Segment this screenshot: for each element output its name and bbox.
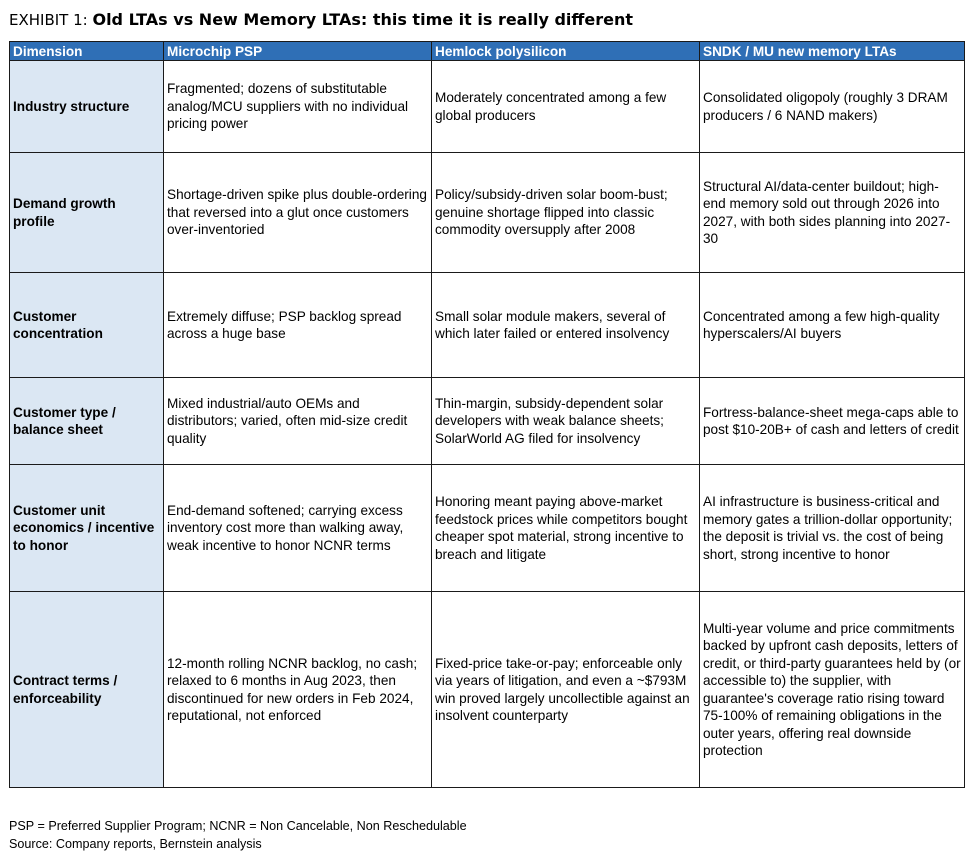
- cell-hemlock: Small solar module makers, several of which later failed or entered insolvency: [432, 273, 700, 378]
- row-dimension-label: Customer type / balance sheet: [10, 378, 164, 465]
- table-row: [10, 378, 965, 465]
- row-dimension-label: Customer concentration: [10, 273, 164, 378]
- cell-hemlock: Moderately concentrated among a few global producers: [432, 61, 700, 153]
- cell-hemlock: Thin-margin, subsidy-dependent solar developers with weak balance sheets; SolarWorld AG filed for insolvency: [432, 378, 700, 465]
- cell-memory: AI infrastructure is business-critical and memory gates a trillion-dollar opportunity; the deposit is trivial vs. the cost of being short, strong incentive to honor: [700, 465, 965, 592]
- cell-memory: Fortress-balance-sheet mega-caps able to post $10-20B+ of cash and letters of credit: [700, 378, 965, 465]
- table-header-row: [10, 42, 965, 61]
- cell-hemlock: Honoring meant paying above-market feedstock prices while competitors bought cheaper spot material, strong incentive to breach and litigate: [432, 465, 700, 592]
- header-dimension: Dimension: [10, 42, 164, 61]
- table-row: [10, 592, 965, 788]
- exhibit-title: [9, 8, 633, 31]
- cell-memory: Consolidated oligopoly (roughly 3 DRAM producers / 6 NAND makers): [700, 61, 965, 153]
- row-dimension-label: Industry structure: [10, 61, 164, 153]
- exhibit-label: EXHIBIT 1:: [9, 11, 93, 29]
- source-note: Source: Company reports, Bernstein analysis: [9, 837, 262, 851]
- cell-microchip: End-demand softened; carrying excess inventory cost more than walking away, weak incentive to honor NCNR terms: [164, 465, 432, 592]
- cell-hemlock: Policy/subsidy-driven solar boom-bust; genuine shortage flipped into classic commodity oversupply after 2008: [432, 153, 700, 273]
- table-row: [10, 273, 965, 378]
- header-hemlock-polysilicon: Hemlock polysilicon: [432, 42, 700, 61]
- table-row: [10, 61, 965, 153]
- header-microchip-psp: Microchip PSP: [164, 42, 432, 61]
- row-dimension-label: Contract terms / enforceability: [10, 592, 164, 788]
- cell-hemlock: Fixed-price take-or-pay; enforceable only via years of litigation, and even a ~$793M win proved largely uncollectible against an insolvent counterparty: [432, 592, 700, 788]
- cell-microchip: 12-month rolling NCNR backlog, no cash; relaxed to 6 months in Aug 2023, then discontinued for new orders in Feb 2024, reputational, not enforced: [164, 592, 432, 788]
- footnotes: [9, 817, 467, 853]
- cell-memory: Concentrated among a few high-quality hyperscalers/AI buyers: [700, 273, 965, 378]
- cell-memory: Multi-year volume and price commitments backed by upfront cash deposits, letters of credit, or third-party guarantees held by (or accessible to) the supplier, with guarantee's coverage ratio rising toward 75-100% of remaining obligations in the outer years, offering real downside protection: [700, 592, 965, 788]
- cell-microchip: Extremely diffuse; PSP backlog spread across a huge base: [164, 273, 432, 378]
- exhibit-headline: Old LTAs vs New Memory LTAs: this time it is really different: [92, 10, 633, 29]
- row-dimension-label: Demand growth profile: [10, 153, 164, 273]
- row-dimension-label: Customer unit economics / incentive to honor: [10, 465, 164, 592]
- header-new-memory-ltas: SNDK / MU new memory LTAs: [700, 42, 965, 61]
- cell-microchip: Fragmented; dozens of substitutable analog/MCU suppliers with no individual pricing power: [164, 61, 432, 153]
- cell-microchip: Shortage-driven spike plus double-ordering that reversed into a glut once customers over-inventoried: [164, 153, 432, 273]
- cell-microchip: Mixed industrial/auto OEMs and distributors; varied, often mid-size credit quality: [164, 378, 432, 465]
- cell-memory: Structural AI/data-center buildout; high-end memory sold out through 2026 into 2027, with both sides planning into 2027-30: [700, 153, 965, 273]
- abbreviation-note: PSP = Preferred Supplier Program; NCNR = Non Cancelable, Non Reschedulable: [9, 819, 467, 833]
- table-row: [10, 465, 965, 592]
- table-row: [10, 153, 965, 273]
- comparison-table: [9, 41, 965, 788]
